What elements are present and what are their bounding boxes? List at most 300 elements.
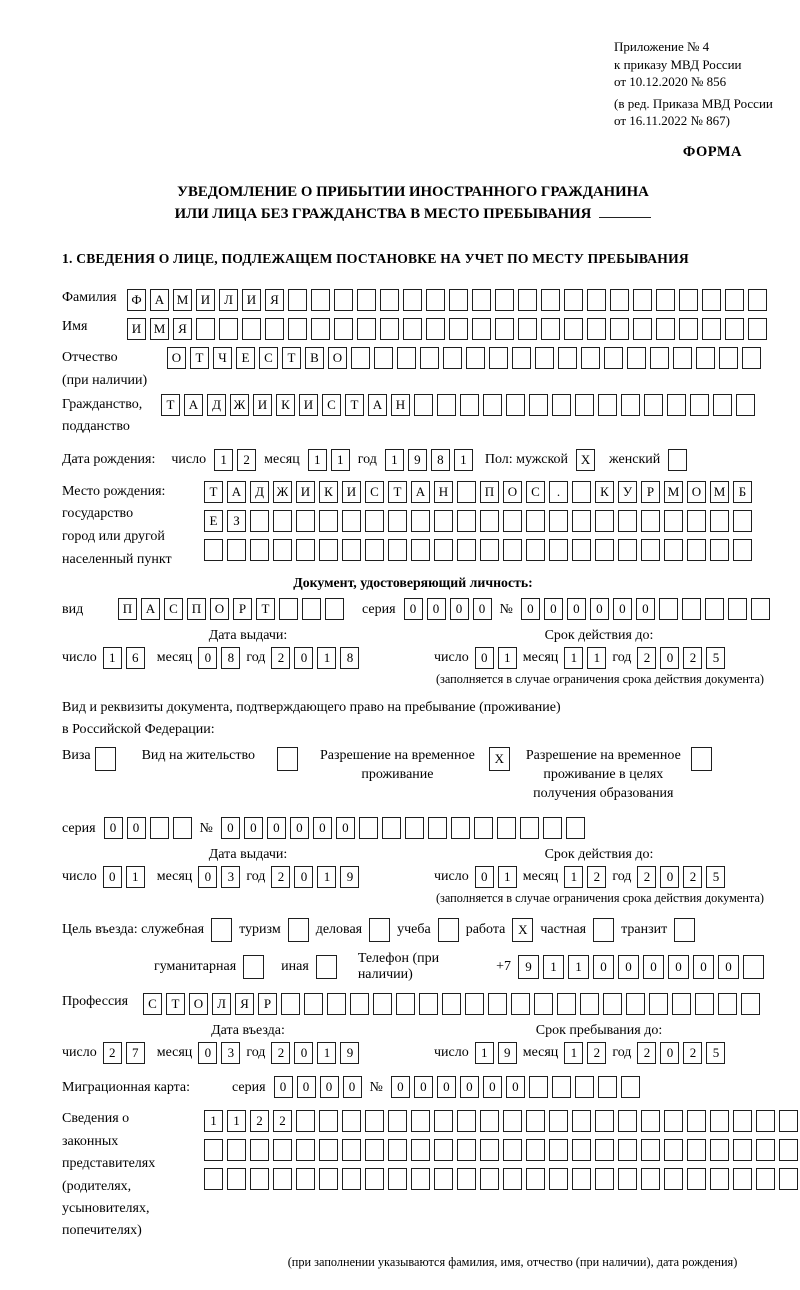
citizenship-cell[interactable] xyxy=(552,394,571,416)
birthplace-cell[interactable]: Ж xyxy=(273,481,292,503)
surname-cell[interactable] xyxy=(334,289,353,311)
representative-cell[interactable] xyxy=(779,1139,798,1161)
patronymic-cell[interactable] xyxy=(535,347,554,369)
profession-cell[interactable]: Р xyxy=(258,993,277,1015)
representative-cell[interactable] xyxy=(687,1168,706,1190)
birthplace-cell[interactable] xyxy=(457,510,476,532)
birthplace-cell[interactable] xyxy=(710,539,729,561)
permit-issue-year-cell[interactable]: 2 xyxy=(271,866,290,888)
representative-cell[interactable] xyxy=(503,1110,522,1132)
permit-number-cell[interactable] xyxy=(497,817,516,839)
birthplace-cell[interactable]: Т xyxy=(388,481,407,503)
doc-number-cell[interactable]: 0 xyxy=(521,598,540,620)
doc-kind-cell[interactable]: С xyxy=(164,598,183,620)
firstname-cell[interactable] xyxy=(426,318,445,340)
doc-issue-month-cell[interactable]: 8 xyxy=(221,647,240,669)
representative-cell[interactable] xyxy=(641,1110,660,1132)
permit-number-cell[interactable] xyxy=(428,817,447,839)
stay-day-cell[interactable]: 1 xyxy=(475,1042,494,1064)
doc-number-cell[interactable] xyxy=(751,598,770,620)
surname-cell[interactable] xyxy=(610,289,629,311)
doc-number-cell[interactable]: 0 xyxy=(613,598,632,620)
patronymic-cell[interactable] xyxy=(650,347,669,369)
surname-cell[interactable] xyxy=(748,289,767,311)
birthplace-cell[interactable] xyxy=(296,510,315,532)
birthplace-cell[interactable] xyxy=(411,539,430,561)
patronymic-cell[interactable] xyxy=(512,347,531,369)
phone-digit-cell[interactable]: 1 xyxy=(568,955,589,979)
patronymic-cell[interactable]: О xyxy=(167,347,186,369)
doc-number-cell[interactable]: 0 xyxy=(567,598,586,620)
stay-month-cell[interactable]: 1 xyxy=(564,1042,583,1064)
patronymic-cell[interactable]: С xyxy=(259,347,278,369)
stay-day-cell[interactable]: 9 xyxy=(498,1042,517,1064)
doc-valid-year-cell[interactable]: 2 xyxy=(683,647,702,669)
representative-cell[interactable] xyxy=(365,1139,384,1161)
representative-cell[interactable] xyxy=(503,1168,522,1190)
birthplace-cell[interactable]: Д xyxy=(250,481,269,503)
representative-cell[interactable] xyxy=(710,1110,729,1132)
patronymic-cell[interactable] xyxy=(443,347,462,369)
profession-cell[interactable] xyxy=(557,993,576,1015)
purpose-chastnaya-checkbox[interactable] xyxy=(593,918,614,942)
stay-month-cell[interactable]: 2 xyxy=(587,1042,606,1064)
representative-cell[interactable] xyxy=(457,1110,476,1132)
representative-cell[interactable] xyxy=(526,1168,545,1190)
representative-cell[interactable] xyxy=(250,1168,269,1190)
representative-cell[interactable] xyxy=(388,1168,407,1190)
migration-number-cell[interactable] xyxy=(598,1076,617,1098)
representative-cell[interactable] xyxy=(319,1139,338,1161)
surname-cell[interactable] xyxy=(541,289,560,311)
patronymic-cell[interactable] xyxy=(604,347,623,369)
birthplace-cell[interactable] xyxy=(411,510,430,532)
entry-year-cell[interactable]: 0 xyxy=(294,1042,313,1064)
representative-cell[interactable] xyxy=(618,1110,637,1132)
representative-cell[interactable] xyxy=(204,1139,223,1161)
entry-day-cell[interactable]: 2 xyxy=(103,1042,122,1064)
birthplace-cell[interactable] xyxy=(595,539,614,561)
permit-series-cell[interactable]: 0 xyxy=(104,817,123,839)
doc-number-cell[interactable] xyxy=(705,598,724,620)
permit-valid-month-cell[interactable]: 2 xyxy=(587,866,606,888)
firstname-cell[interactable] xyxy=(265,318,284,340)
doc-issue-day-cell[interactable]: 6 xyxy=(126,647,145,669)
doc-valid-month-cell[interactable]: 1 xyxy=(587,647,606,669)
representative-cell[interactable] xyxy=(319,1168,338,1190)
representative-cell[interactable] xyxy=(411,1139,430,1161)
representative-cell[interactable] xyxy=(687,1139,706,1161)
patronymic-cell[interactable]: В xyxy=(305,347,324,369)
representative-cell[interactable] xyxy=(365,1110,384,1132)
permit-issue-day-cell[interactable]: 0 xyxy=(103,866,122,888)
birthplace-cell[interactable] xyxy=(733,510,752,532)
surname-cell[interactable]: Я xyxy=(265,289,284,311)
birthplace-cell[interactable] xyxy=(549,510,568,532)
profession-cell[interactable] xyxy=(419,993,438,1015)
birthplace-cell[interactable] xyxy=(572,481,591,503)
firstname-cell[interactable] xyxy=(725,318,744,340)
profession-cell[interactable] xyxy=(327,993,346,1015)
citizenship-cell[interactable]: А xyxy=(184,394,203,416)
doc-series-cell[interactable]: 0 xyxy=(473,598,492,620)
doc-number-cell[interactable]: 0 xyxy=(544,598,563,620)
representative-cell[interactable]: 1 xyxy=(204,1110,223,1132)
birthplace-cell[interactable] xyxy=(434,539,453,561)
permit-series-cell[interactable]: 0 xyxy=(127,817,146,839)
surname-cell[interactable] xyxy=(725,289,744,311)
firstname-cell[interactable] xyxy=(518,318,537,340)
birthplace-cell[interactable]: У xyxy=(618,481,637,503)
representative-cell[interactable] xyxy=(687,1110,706,1132)
birthplace-cell[interactable]: Р xyxy=(641,481,660,503)
citizenship-cell[interactable]: И xyxy=(299,394,318,416)
permit-number-cell[interactable]: 0 xyxy=(221,817,240,839)
surname-cell[interactable]: Ф xyxy=(127,289,146,311)
representative-cell[interactable] xyxy=(756,1168,775,1190)
citizenship-cell[interactable] xyxy=(667,394,686,416)
entry-day-cell[interactable]: 7 xyxy=(126,1042,145,1064)
migration-number-cell[interactable]: 0 xyxy=(391,1076,410,1098)
permit-number-cell[interactable]: 0 xyxy=(290,817,309,839)
surname-cell[interactable] xyxy=(403,289,422,311)
stay-year-cell[interactable]: 0 xyxy=(660,1042,679,1064)
birthplace-cell[interactable] xyxy=(319,510,338,532)
profession-cell[interactable]: Л xyxy=(212,993,231,1015)
doc-kind-cell[interactable]: Р xyxy=(233,598,252,620)
migration-series-cell[interactable]: 0 xyxy=(320,1076,339,1098)
profession-cell[interactable] xyxy=(488,993,507,1015)
birthplace-cell[interactable] xyxy=(549,539,568,561)
representative-cell[interactable] xyxy=(618,1168,637,1190)
birth-month-cell[interactable]: 1 xyxy=(308,449,327,471)
doc-number-cell[interactable]: 0 xyxy=(636,598,655,620)
firstname-cell[interactable] xyxy=(403,318,422,340)
permit-number-cell[interactable] xyxy=(359,817,378,839)
patronymic-cell[interactable] xyxy=(696,347,715,369)
birthplace-cell[interactable]: Е xyxy=(204,510,223,532)
profession-cell[interactable]: Т xyxy=(166,993,185,1015)
doc-valid-day-cell[interactable]: 1 xyxy=(498,647,517,669)
representative-cell[interactable] xyxy=(457,1168,476,1190)
birthplace-cell[interactable] xyxy=(250,539,269,561)
entry-month-cell[interactable]: 3 xyxy=(221,1042,240,1064)
citizenship-cell[interactable] xyxy=(713,394,732,416)
birthplace-cell[interactable] xyxy=(342,510,361,532)
profession-cell[interactable]: С xyxy=(143,993,162,1015)
permit-valid-year-cell[interactable]: 2 xyxy=(683,866,702,888)
doc-number-cell[interactable] xyxy=(682,598,701,620)
firstname-cell[interactable] xyxy=(196,318,215,340)
surname-cell[interactable] xyxy=(311,289,330,311)
birthplace-cell[interactable]: И xyxy=(296,481,315,503)
representative-cell[interactable] xyxy=(411,1168,430,1190)
birthplace-cell[interactable] xyxy=(664,510,683,532)
firstname-cell[interactable] xyxy=(311,318,330,340)
representative-cell[interactable] xyxy=(710,1168,729,1190)
permit-valid-day-cell[interactable]: 0 xyxy=(475,866,494,888)
birth-month-cell[interactable]: 1 xyxy=(331,449,350,471)
phone-digit-cell[interactable]: 0 xyxy=(693,955,714,979)
entry-year-cell[interactable]: 9 xyxy=(340,1042,359,1064)
representative-cell[interactable] xyxy=(273,1139,292,1161)
representative-cell[interactable] xyxy=(710,1139,729,1161)
representative-cell[interactable]: 1 xyxy=(227,1110,246,1132)
citizenship-cell[interactable] xyxy=(460,394,479,416)
profession-cell[interactable] xyxy=(649,993,668,1015)
patronymic-cell[interactable]: Т xyxy=(282,347,301,369)
purpose-tranzit-checkbox[interactable] xyxy=(674,918,695,942)
doc-number-cell[interactable] xyxy=(728,598,747,620)
temp-residence-edu-checkbox[interactable] xyxy=(691,747,712,771)
citizenship-cell[interactable]: И xyxy=(253,394,272,416)
doc-issue-year-cell[interactable]: 2 xyxy=(271,647,290,669)
patronymic-cell[interactable]: Ч xyxy=(213,347,232,369)
permit-issue-month-cell[interactable]: 3 xyxy=(221,866,240,888)
birthplace-cell[interactable] xyxy=(342,539,361,561)
birthplace-cell[interactable] xyxy=(641,539,660,561)
patronymic-cell[interactable]: Е xyxy=(236,347,255,369)
birthplace-cell[interactable] xyxy=(641,510,660,532)
birth-year-cell[interactable]: 8 xyxy=(431,449,450,471)
doc-valid-year-cell[interactable]: 5 xyxy=(706,647,725,669)
profession-cell[interactable] xyxy=(626,993,645,1015)
phone-digit-cell[interactable]: 0 xyxy=(618,955,639,979)
birthplace-cell[interactable] xyxy=(572,510,591,532)
permit-issue-year-cell[interactable]: 0 xyxy=(294,866,313,888)
profession-cell[interactable] xyxy=(580,993,599,1015)
profession-cell[interactable]: О xyxy=(189,993,208,1015)
phone-digit-cell[interactable]: 0 xyxy=(718,955,739,979)
birthplace-cell[interactable] xyxy=(365,539,384,561)
birthplace-cell[interactable] xyxy=(388,539,407,561)
phone-digit-cell[interactable] xyxy=(743,955,764,979)
permit-series-cell[interactable] xyxy=(150,817,169,839)
profession-cell[interactable] xyxy=(672,993,691,1015)
firstname-cell[interactable]: И xyxy=(127,318,146,340)
surname-cell[interactable]: М xyxy=(173,289,192,311)
permit-number-cell[interactable]: 0 xyxy=(313,817,332,839)
profession-cell[interactable] xyxy=(603,993,622,1015)
migration-number-cell[interactable]: 0 xyxy=(414,1076,433,1098)
patronymic-cell[interactable] xyxy=(673,347,692,369)
birthplace-cell[interactable]: А xyxy=(411,481,430,503)
representative-cell[interactable] xyxy=(319,1110,338,1132)
permit-valid-year-cell[interactable]: 0 xyxy=(660,866,679,888)
birthplace-cell[interactable]: М xyxy=(710,481,729,503)
profession-cell[interactable] xyxy=(396,993,415,1015)
firstname-cell[interactable] xyxy=(334,318,353,340)
firstname-cell[interactable] xyxy=(702,318,721,340)
doc-kind-cell[interactable]: Т xyxy=(256,598,275,620)
phone-digit-cell[interactable]: 0 xyxy=(643,955,664,979)
surname-cell[interactable] xyxy=(679,289,698,311)
birthplace-cell[interactable] xyxy=(687,539,706,561)
stay-year-cell[interactable]: 2 xyxy=(637,1042,656,1064)
doc-issue-year-cell[interactable]: 0 xyxy=(294,647,313,669)
birthplace-cell[interactable] xyxy=(710,510,729,532)
surname-cell[interactable] xyxy=(426,289,445,311)
representative-cell[interactable] xyxy=(779,1110,798,1132)
birthplace-cell[interactable]: М xyxy=(664,481,683,503)
entry-year-cell[interactable]: 2 xyxy=(271,1042,290,1064)
permit-number-cell[interactable]: 0 xyxy=(244,817,263,839)
migration-number-cell[interactable]: 0 xyxy=(460,1076,479,1098)
birthplace-cell[interactable] xyxy=(572,539,591,561)
doc-valid-year-cell[interactable]: 2 xyxy=(637,647,656,669)
representative-cell[interactable] xyxy=(204,1168,223,1190)
representative-cell[interactable] xyxy=(595,1110,614,1132)
migration-number-cell[interactable] xyxy=(529,1076,548,1098)
permit-valid-year-cell[interactable]: 2 xyxy=(637,866,656,888)
birthplace-cell[interactable] xyxy=(733,539,752,561)
patronymic-cell[interactable] xyxy=(420,347,439,369)
citizenship-cell[interactable] xyxy=(529,394,548,416)
phone-digit-cell[interactable]: 0 xyxy=(668,955,689,979)
birthplace-cell[interactable] xyxy=(296,539,315,561)
migration-number-cell[interactable] xyxy=(575,1076,594,1098)
representative-cell[interactable] xyxy=(572,1139,591,1161)
representative-cell[interactable] xyxy=(434,1139,453,1161)
doc-series-cell[interactable]: 0 xyxy=(404,598,423,620)
migration-number-cell[interactable]: 0 xyxy=(483,1076,502,1098)
representative-cell[interactable] xyxy=(595,1168,614,1190)
citizenship-cell[interactable]: Ж xyxy=(230,394,249,416)
representative-cell[interactable] xyxy=(526,1110,545,1132)
surname-cell[interactable] xyxy=(380,289,399,311)
birthplace-cell[interactable]: К xyxy=(595,481,614,503)
migration-series-cell[interactable]: 0 xyxy=(297,1076,316,1098)
representative-cell[interactable] xyxy=(526,1139,545,1161)
citizenship-cell[interactable]: С xyxy=(322,394,341,416)
phone-digit-cell[interactable]: 9 xyxy=(518,955,539,979)
profession-cell[interactable] xyxy=(373,993,392,1015)
birthplace-cell[interactable]: П xyxy=(480,481,499,503)
patronymic-cell[interactable] xyxy=(581,347,600,369)
representative-cell[interactable] xyxy=(595,1139,614,1161)
firstname-cell[interactable] xyxy=(495,318,514,340)
patronymic-cell[interactable] xyxy=(558,347,577,369)
surname-cell[interactable] xyxy=(633,289,652,311)
representative-cell[interactable] xyxy=(342,1139,361,1161)
surname-cell[interactable]: А xyxy=(150,289,169,311)
surname-cell[interactable] xyxy=(564,289,583,311)
doc-valid-day-cell[interactable]: 0 xyxy=(475,647,494,669)
birthplace-cell[interactable]: И xyxy=(342,481,361,503)
residence-permit-checkbox[interactable] xyxy=(277,747,298,771)
birth-year-cell[interactable]: 9 xyxy=(408,449,427,471)
doc-kind-cell[interactable] xyxy=(302,598,321,620)
purpose-rabota-checkbox[interactable]: X xyxy=(512,918,533,942)
surname-cell[interactable] xyxy=(472,289,491,311)
representative-cell[interactable] xyxy=(365,1168,384,1190)
birthplace-cell[interactable] xyxy=(457,539,476,561)
permit-valid-day-cell[interactable]: 1 xyxy=(498,866,517,888)
patronymic-cell[interactable] xyxy=(489,347,508,369)
permit-valid-month-cell[interactable]: 1 xyxy=(564,866,583,888)
representative-cell[interactable] xyxy=(664,1139,683,1161)
representative-cell[interactable] xyxy=(388,1139,407,1161)
representative-cell[interactable] xyxy=(503,1139,522,1161)
patronymic-cell[interactable] xyxy=(397,347,416,369)
firstname-cell[interactable] xyxy=(472,318,491,340)
representative-cell[interactable] xyxy=(227,1168,246,1190)
representative-cell[interactable] xyxy=(549,1168,568,1190)
surname-cell[interactable] xyxy=(656,289,675,311)
representative-cell[interactable] xyxy=(342,1168,361,1190)
representative-cell[interactable] xyxy=(641,1139,660,1161)
citizenship-cell[interactable]: Д xyxy=(207,394,226,416)
birthplace-cell[interactable]: С xyxy=(365,481,384,503)
permit-number-cell[interactable] xyxy=(405,817,424,839)
birthplace-cell[interactable] xyxy=(664,539,683,561)
permit-number-cell[interactable]: 0 xyxy=(267,817,286,839)
firstname-cell[interactable] xyxy=(587,318,606,340)
permit-number-cell[interactable] xyxy=(520,817,539,839)
surname-cell[interactable]: Л xyxy=(219,289,238,311)
patronymic-cell[interactable] xyxy=(374,347,393,369)
citizenship-cell[interactable] xyxy=(506,394,525,416)
surname-cell[interactable] xyxy=(288,289,307,311)
representative-cell[interactable] xyxy=(273,1168,292,1190)
birth-year-cell[interactable]: 1 xyxy=(385,449,404,471)
representative-cell[interactable] xyxy=(388,1110,407,1132)
migration-series-cell[interactable]: 0 xyxy=(343,1076,362,1098)
purpose-gumanitarnaya-checkbox[interactable] xyxy=(243,955,264,979)
permit-number-cell[interactable] xyxy=(474,817,493,839)
surname-cell[interactable]: И xyxy=(196,289,215,311)
birthplace-cell[interactable]: З xyxy=(227,510,246,532)
representative-cell[interactable]: 2 xyxy=(273,1110,292,1132)
representative-cell[interactable] xyxy=(664,1110,683,1132)
doc-kind-cell[interactable] xyxy=(325,598,344,620)
birthplace-cell[interactable] xyxy=(480,539,499,561)
representative-cell[interactable] xyxy=(411,1110,430,1132)
permit-issue-month-cell[interactable]: 0 xyxy=(198,866,217,888)
representative-cell[interactable] xyxy=(572,1168,591,1190)
firstname-cell[interactable] xyxy=(219,318,238,340)
firstname-cell[interactable] xyxy=(288,318,307,340)
surname-cell[interactable] xyxy=(702,289,721,311)
purpose-ucheba-checkbox[interactable] xyxy=(438,918,459,942)
birthplace-cell[interactable] xyxy=(227,539,246,561)
citizenship-cell[interactable] xyxy=(621,394,640,416)
representative-cell[interactable]: 2 xyxy=(250,1110,269,1132)
citizenship-cell[interactable]: Н xyxy=(391,394,410,416)
phone-digit-cell[interactable]: 1 xyxy=(543,955,564,979)
entry-month-cell[interactable]: 0 xyxy=(198,1042,217,1064)
representative-cell[interactable] xyxy=(756,1110,775,1132)
profession-cell[interactable]: Я xyxy=(235,993,254,1015)
representative-cell[interactable] xyxy=(733,1139,752,1161)
representative-cell[interactable] xyxy=(296,1110,315,1132)
surname-cell[interactable] xyxy=(518,289,537,311)
firstname-cell[interactable] xyxy=(357,318,376,340)
sex-male-checkbox[interactable]: X xyxy=(576,449,595,471)
birth-day-cell[interactable]: 1 xyxy=(214,449,233,471)
profession-cell[interactable] xyxy=(281,993,300,1015)
birthplace-cell[interactable] xyxy=(457,481,476,503)
birthplace-cell[interactable] xyxy=(687,510,706,532)
birthplace-cell[interactable] xyxy=(250,510,269,532)
permit-valid-year-cell[interactable]: 5 xyxy=(706,866,725,888)
migration-number-cell[interactable] xyxy=(621,1076,640,1098)
citizenship-cell[interactable]: Т xyxy=(161,394,180,416)
doc-kind-cell[interactable]: О xyxy=(210,598,229,620)
doc-issue-month-cell[interactable]: 0 xyxy=(198,647,217,669)
patronymic-cell[interactable] xyxy=(719,347,738,369)
birthplace-cell[interactable] xyxy=(526,510,545,532)
